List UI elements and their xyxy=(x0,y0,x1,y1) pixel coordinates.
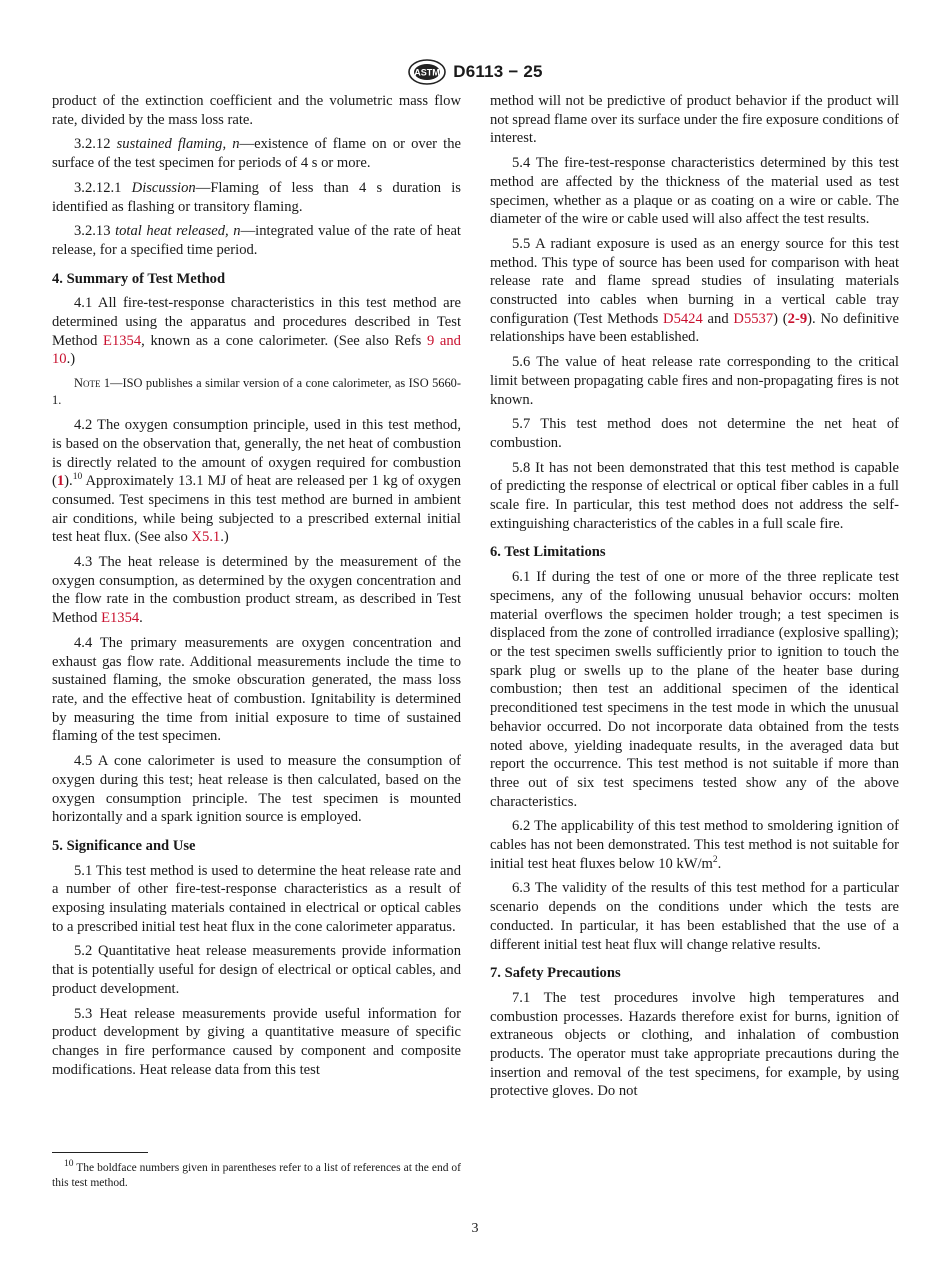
page-header xyxy=(0,58,950,91)
link-d5424[interactable]: D5424 xyxy=(663,310,703,327)
paragraph-5-3: 5.3 Heat release measurements provide useful information for product development by giving a quantitative measure of specific changes in fire performance caused by component and composite modifications. Heat release data from this test xyxy=(52,1005,461,1078)
paragraph-5-6: 5.6 The value of heat release rate corresponding to the critical limit between propagating cable fires and non-propagating fires is not known. xyxy=(490,354,899,408)
paragraph-7-1: 7.1 The test procedures involve high temperatures and combustion processes. Hazards therefore exist for burns, ignition of extraneous objects or clothing, and inhalation of combustion products. The operator must take appropriate precautions during the insertion and removal of the test specimens, for example, by using protective gloves. Do not xyxy=(490,989,899,1100)
paragraph-3-2-13: 3.2.13 total heat released, n—integrated value of the rate of heat release, for a specified time period. xyxy=(52,223,461,258)
svg-text:ASTM: ASTM xyxy=(414,67,441,78)
paragraph-6-2: 6.2 The applicability of this test method to smoldering ignition of cables has not been demonstrated. This test method is not suitable for initial test heat fluxes below 10 $kW/m^2$. xyxy=(490,818,899,872)
link-refs-2-9[interactable]: 2-9 xyxy=(787,310,808,327)
astm-logo-icon xyxy=(407,58,447,86)
paragraph-4-5: 4.5 A cone calorimeter is used to measure the consumption of oxygen during this test; heat release is then calculated, based on the oxygen consumption principle. The test specimen is mounted horizontally and a spark ignition source is employed. xyxy=(52,753,461,826)
link-e1354-2[interactable]: E1354 xyxy=(101,610,140,627)
paragraph-5-4: 5.4 The fire-test-response characteristics determined by this test method are affected by the thickness of the material used as test specimen, whether as a plaque or as coating on a wire or cable. The diameter of the wire or cable used will also affect the test results. xyxy=(490,155,899,228)
right-column xyxy=(490,92,899,1107)
footnote-divider xyxy=(52,1152,148,1153)
section-heading-7: 7. Safety Precautions xyxy=(490,965,621,982)
page-number: 3 xyxy=(471,1221,479,1236)
paragraph-6-1: 6.1 If during the test of one or more of the three replicate test specimens, any of the following unusual behavior occurs: molten material overflows the specimen holder trough; a test specimen is displaced from the zone of controlled irradiance (explosive spalling); or the test specimen swells sufficiently prior to ignition to touch the spark plug or swells up to the plane of the heater base during combustion; then test an additional specimen of the identical preconditioned test specimens in the test mode in which the unusual behavior occurred. Do not incorporate data obtained from the tests noted above, yielding inadequate results, in the averaged data but report the occurrence. This test method is not suitable if more than three out of six test specimens tested show any of the above characteristics. xyxy=(490,569,899,810)
footnote-marker-10: 10 xyxy=(72,472,83,483)
paragraph-5-5: 5.5 A radiant exposure is used as an energy source for this test method. This type of source has been used for comparison with heat release rate and flame spread studies of insulating materials constructed into cables when burning in a vertical cable tray configuration (Test Methods D5424 and D5537) (2-9). No definitive relationships have been established. xyxy=(490,235,899,346)
paragraph-flow-rate-cont: product of the extinction coefficient and the volumetric mass flow rate, divided by the mass loss rate. xyxy=(52,93,461,128)
link-d5537[interactable]: D5537 xyxy=(733,310,774,327)
paragraph-5-3-cont: method will not be predictive of product behavior if the product will not spread flame over its surface under the fire exposure conditions of interest. xyxy=(490,93,899,147)
link-ref-1[interactable]: 1 xyxy=(56,473,65,490)
paragraph-4-4: 4.4 The primary measurements are oxygen concentration and exhaust gas flow rate. Additional measurements include the time to sustained flaming, the smoke obscuration generated, the mass loss rate, and the effective heat of combustion. Ignitability is determined by measuring the time from initial exposure to time of sustained flaming of the test specimen. xyxy=(52,634,461,745)
paragraph-5-1: 5.1 This test method is used to determine the heat release rate and a number of other fire-test-response characteristics as a result of exposing insulating materials contained in electrical or optical cables to a prescribed initial test heat flux in the cone calorimeter apparatus. xyxy=(52,862,461,935)
paragraph-3-2-12: 3.2.12 sustained flaming, n—existence of flame on or over the surface of the test specimen for periods of 4 s or more. xyxy=(52,136,461,172)
paragraph-5-8: 5.8 It has not been demonstrated that this test method is capable of predicting the response of electrical or optical fiber cables in a full scale fire. In particular, this test method does not address the self-extinguishing characteristics of the cables in a full scale fire. xyxy=(490,459,899,532)
section-heading-6: 6. Test Limitations xyxy=(490,544,606,561)
paragraph-6-3: 6.3 The validity of the results of this test method for a particular scenario depends on the conditions under which the tests are conducted. In particular, it has been established that the use of a different initial test heat flux will change relative results. xyxy=(490,880,899,953)
paragraph-5-7: 5.7 This test method does not determine the net heat of combustion. xyxy=(490,416,899,451)
left-column xyxy=(52,92,461,1085)
link-e1354[interactable]: E1354 xyxy=(103,332,142,349)
footnote-10: $^{10}$ The boldface numbers given in parentheses refer to a list of references at the end of this test method. xyxy=(52,1159,461,1189)
paragraph-5-2: 5.2 Quantitative heat release measurements provide information that is potentially useful for design of electrical or optical cables, and product development. xyxy=(52,943,461,997)
section-heading-4: 4. Summary of Test Method xyxy=(52,270,226,287)
section-heading-5: 5. Significance and Use xyxy=(52,837,196,854)
document-number: D6113 − 25 xyxy=(453,62,543,81)
paragraph-3-2-12-1: 3.2.12.1 Discussion—Flaming of less than 4 s duration is identified as flashing or transitory flaming. xyxy=(52,179,461,215)
paragraph-4-3: 4.3 The heat release is determined by the measurement of the oxygen consumption, as determined by the oxygen concentration and the flow rate in the combustion product stream, as described in Test Method E1354. xyxy=(52,554,461,627)
link-x5-1[interactable]: X5.1 xyxy=(191,529,221,546)
paragraph-4-1: 4.1 All fire-test-response characteristics in this test method are determined using the apparatus and procedures described in Test Method E1354, known as a cone calorimeter. (See also Refs 9 and 10.) xyxy=(52,295,461,368)
note-1: Note 1—ISO publishes a similar version of a cone calorimeter, as ISO 5660-1. xyxy=(52,376,461,407)
link-refs-9-10[interactable]: 9 and 10 xyxy=(52,332,461,368)
paragraph-4-2: 4.2 The oxygen consumption principle, used in this test method, is based on the observation that, generally, the net heat of combustion is directly related to the amount of oxygen required for combustion (1).$^{10}$ Approximately 13.1 MJ of heat are released per 1 kg of oxygen consumed. Test specimens in this test method are burned in ambient air conditions, while being subjected to a prescribed external initial test heat flux. (See also X5.1.) xyxy=(52,417,461,546)
